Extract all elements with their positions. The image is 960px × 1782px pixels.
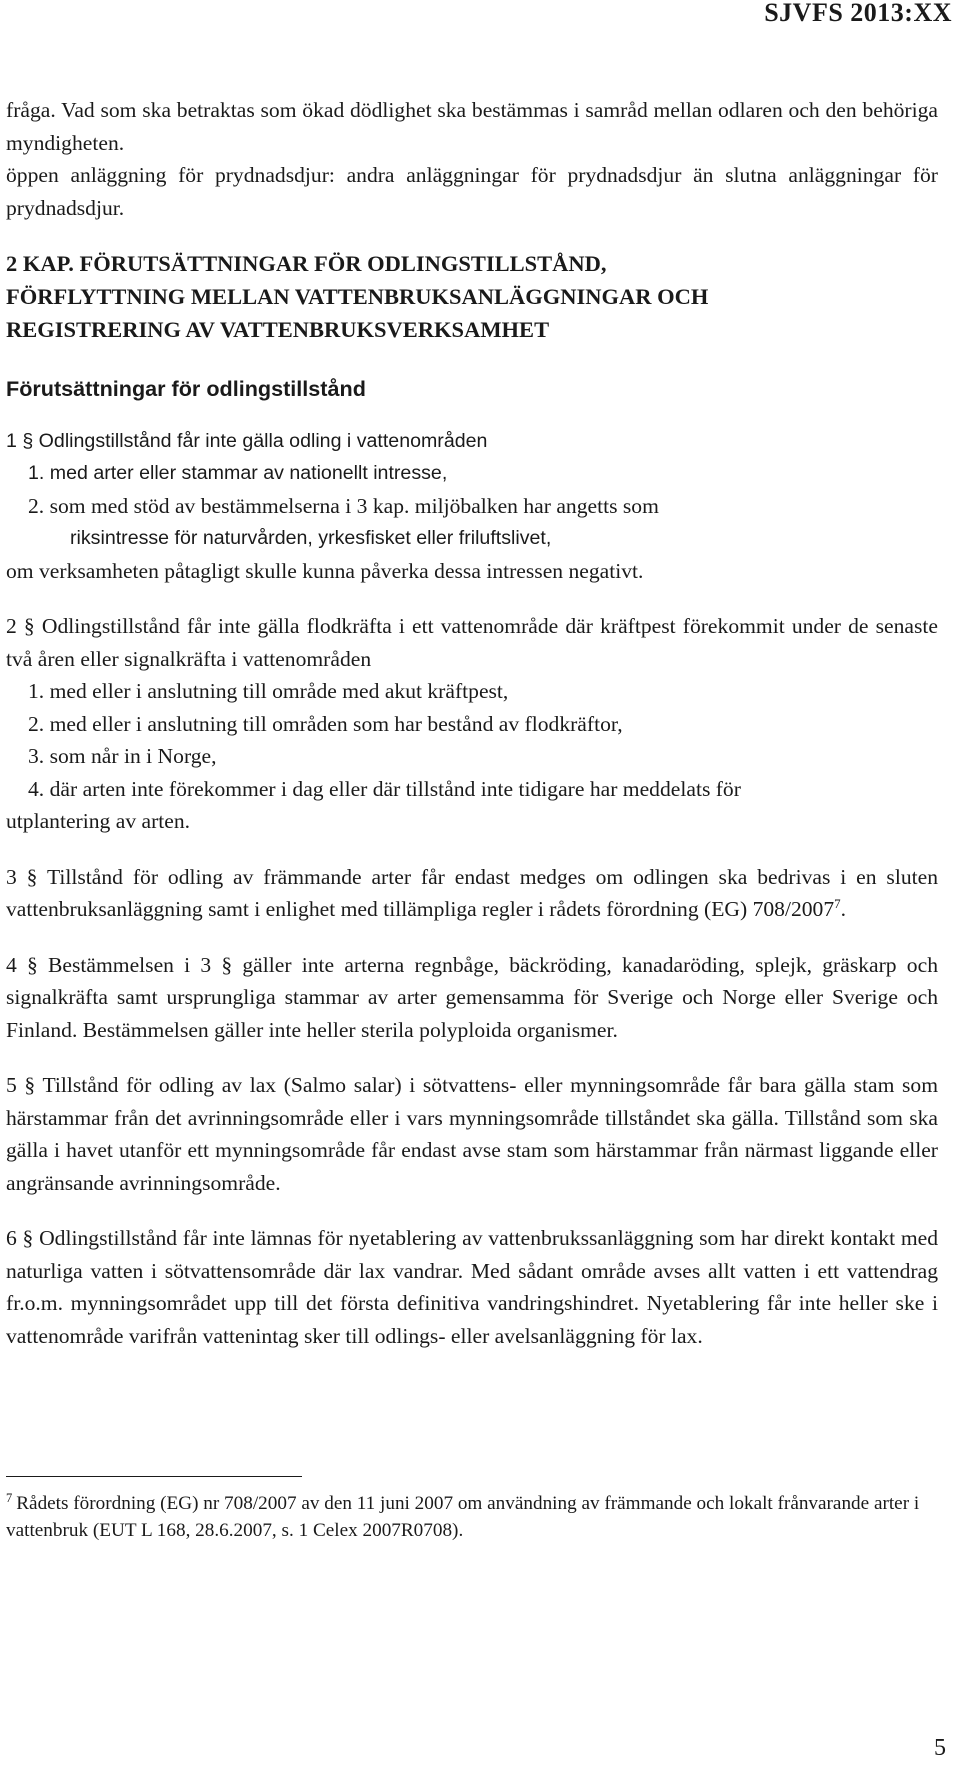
paragraph-2-item-2: 2. med eller i anslutning till områden som har bestånd av flodkräftor,: [28, 711, 623, 736]
paragraph-1-lead: 1 § Odlingstillstånd får inte gälla odling i vattenområden: [6, 429, 488, 452]
paragraph-6: 6 § Odlingstillstånd får inte lämnas för nyetablering av vattenbrukssanläggning som har direkt kontakt med naturliga vatten i sötvattensområde där lax vandrar. Med sådant område avses allt vatten i ett vattendrag fr.o.m. mynningsområdet upp till det första definitiva vandringshindret. Nyetablering får inte heller ske i vattenområde varifrån vattenintag sker till odlings- eller avelsanläggning för lax.: [6, 1226, 938, 1348]
chapter-heading-line-2: FÖRFLYTTNING MELLAN VATTENBRUKSANLÄGGNINGAR OCH: [6, 284, 709, 309]
chapter-heading-line-3: REGISTRERING AV VATTENBRUKSVERKSAMHET: [6, 317, 550, 342]
paragraph-1: [6, 425, 938, 588]
paragraph-2-lead: 2 § Odlingstillstånd får inte gälla flodkräfta i ett vattenområde där kräftpest förekommit under de senaste två åren eller signalkräfta i vattenområden: [6, 614, 938, 671]
footnote-text: Rådets förordning (EG) nr 708/2007 av den 11 juni 2007 om användning av främmande och lokalt frånvarande arter i vattenbruk (EUT L 168, 28.6.2007, s. 1 Celex 2007R0708).: [6, 1493, 920, 1541]
paragraph-1-item-1: 1. med arter eller stammar av nationellt intresse,: [28, 462, 448, 484]
paragraph-2-item-1: 1. med eller i anslutning till område med akut kräftpest,: [28, 679, 509, 703]
paragraph-2-item-4: 4. där arten inte förekommer i dag eller där tillstånd inte tidigare har meddelats för: [28, 776, 741, 801]
paragraph-5: 5 § Tillstånd för odling av lax (Salmo salar) i sötvattens- eller mynningsområde får bara gälla stam som härstammar från det avrinningsområde eller i vars mynningsområde tillståndet ska gälla. Tillstånd som ska gälla i havet utanför ett mynningsområde får endast avse stam som härstammar från närmast liggande eller angränsande avrinningsområde.: [6, 1073, 938, 1195]
intro-paragraph-2: öppen anläggning för prydnadsdjur: andra anläggningar för prydnadsdjur än slutna anläggningar för prydnadsdjur.: [6, 163, 938, 220]
footnote: [6, 1490, 938, 1544]
paragraph-1-item-2: 2. som med stöd av bestämmelserna i 3 kap. miljöbalken har angetts som: [28, 493, 659, 518]
chapter-heading: [6, 247, 938, 346]
footnote-reference-7[interactable]: 7: [834, 895, 841, 911]
paragraph-2-item-3: 3. som når in i Norge,: [28, 744, 217, 768]
paragraph-3-end: .: [840, 897, 847, 921]
intro-paragraph-1: fråga. Vad som ska betraktas som ökad dödlighet ska bestämmas i samråd mellan odlaren och den behöriga myndigheten.: [6, 98, 938, 155]
page-number: 5: [934, 1735, 946, 1761]
paragraph-2-item-4-continued: utplantering av arten.: [6, 809, 191, 833]
paragraph-4: 4 § Bestämmelsen i 3 § gäller inte arterna regnbåge, bäckröding, kanadaröding, splejk, gräskarp och signalkräfta samt ursprungliga stammar av arter gemensamma för Sverige och Norge eller Sverige och Finland. Bestämmelsen gäller inte heller sterila polyploida organismer.: [6, 952, 938, 1042]
footnote-divider: [6, 1476, 302, 1477]
paragraph-2: [6, 610, 938, 838]
document-id-header: SJVFS 2013:XX: [764, 0, 952, 27]
paragraph-1-item-2-continued: riksintresse för naturvården, yrkesfisket eller friluftslivet,: [70, 527, 552, 549]
main-content: [6, 94, 938, 1352]
chapter-heading-line-1: 2 KAP. FÖRUTSÄTTNINGAR FÖR ODLINGSTILLSTÅND,: [6, 251, 607, 276]
footnote-number: 7: [6, 1490, 13, 1505]
section-heading: Förutsättningar för odlingstillstånd: [6, 376, 366, 401]
paragraph-3-text: 3 § Tillstånd för odling av främmande arter får endast medges om odlingen ska bedrivas i en sluten vattenbruksanläggning samt i enlighet med tillämpliga regler i rådets förordning (EG) 708/2007: [6, 864, 938, 921]
paragraph-1-tail: om verksamheten påtagligt skulle kunna påverka dessa intressen negativt.: [6, 558, 644, 583]
paragraph-3: [6, 861, 938, 926]
